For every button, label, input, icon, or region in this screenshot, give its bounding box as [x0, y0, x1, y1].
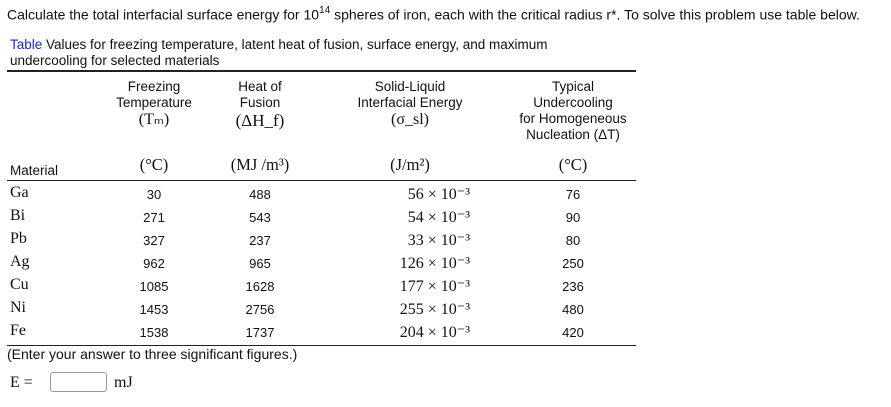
cell-material: Pb [10, 230, 27, 247]
cell-dt: 80 [565, 233, 581, 248]
header-undercooling: Typical Undercooling for Homogeneous Nucleation (ΔT) [519, 79, 627, 142]
cell-sigma: 56 × 10⁻³ [407, 186, 470, 203]
cell-tm: 1085 [139, 279, 169, 294]
cell-dt: 250 [562, 256, 584, 271]
cell-material: Ga [10, 184, 29, 201]
cell-tm: 271 [143, 210, 165, 225]
cell-tm: 1538 [139, 325, 169, 340]
cell-dh: 965 [249, 256, 271, 271]
cell-dt: 90 [565, 210, 581, 225]
table-header-rule [7, 180, 636, 181]
cell-dt: 236 [562, 279, 584, 294]
cell-material: Ag [10, 253, 30, 270]
cell-sigma: 33 × 10⁻³ [407, 232, 470, 249]
table-caption: Table Values for freezing temperature, latent heat of fusion, surface energy, and maximum undercooling for selected materials [10, 37, 548, 68]
cell-dh: 1737 [245, 325, 275, 340]
header-material: Material [10, 163, 59, 178]
unit-undercooling: (°C) [558, 155, 588, 174]
unit-surface: (J/m²) [390, 155, 430, 174]
cell-tm: 30 [146, 187, 162, 202]
cell-sigma: 54 × 10⁻³ [407, 209, 470, 226]
table-label: Table [10, 37, 43, 52]
header-heat: Heat of Fusion (ΔH_f) [235, 79, 285, 130]
instruction-note: (Enter your answer to three significant figures.) [7, 346, 298, 362]
cell-material: Fe [10, 322, 26, 339]
cell-dh: 2756 [245, 302, 275, 317]
cell-tm: 327 [143, 233, 165, 248]
answer-input[interactable] [50, 372, 107, 392]
answer-label: E = [10, 374, 33, 391]
cell-dh: 1628 [245, 279, 275, 294]
unit-heat: (MJ /m³) [230, 155, 290, 174]
cell-material: Bi [10, 207, 26, 224]
header-surface: Solid-Liquid Interfacial Energy (σ_sl) [357, 79, 463, 128]
cell-sigma: 177 × 10⁻³ [399, 278, 470, 295]
cell-dt: 76 [565, 187, 581, 202]
cell-tm: 1453 [139, 302, 169, 317]
cell-material: Ni [10, 299, 26, 316]
header-freezing: Freezing Temperature (Tₘ) [116, 79, 192, 128]
answer-unit: mJ [114, 374, 133, 391]
cell-sigma: 255 × 10⁻³ [399, 301, 470, 318]
question-text: Calculate the total interfacial surface energy for $10^{14}$ spheres of iron, each with the critical radius r*. To solve this problem use table below. [7, 5, 860, 23]
cell-dt: 420 [562, 325, 584, 340]
table-top-rule [7, 70, 636, 72]
cell-dt: 480 [562, 302, 584, 317]
cell-sigma: 204 × 10⁻³ [399, 324, 470, 341]
cell-tm: 962 [143, 256, 165, 271]
cell-dh: 543 [249, 210, 271, 225]
cell-dh: 237 [249, 233, 271, 248]
cell-material: Cu [10, 276, 29, 293]
question-exponent: 14 [319, 5, 331, 16]
unit-freezing: (°C) [139, 155, 169, 174]
cell-dh: 488 [249, 187, 271, 202]
cell-sigma: 126 × 10⁻³ [399, 255, 470, 272]
